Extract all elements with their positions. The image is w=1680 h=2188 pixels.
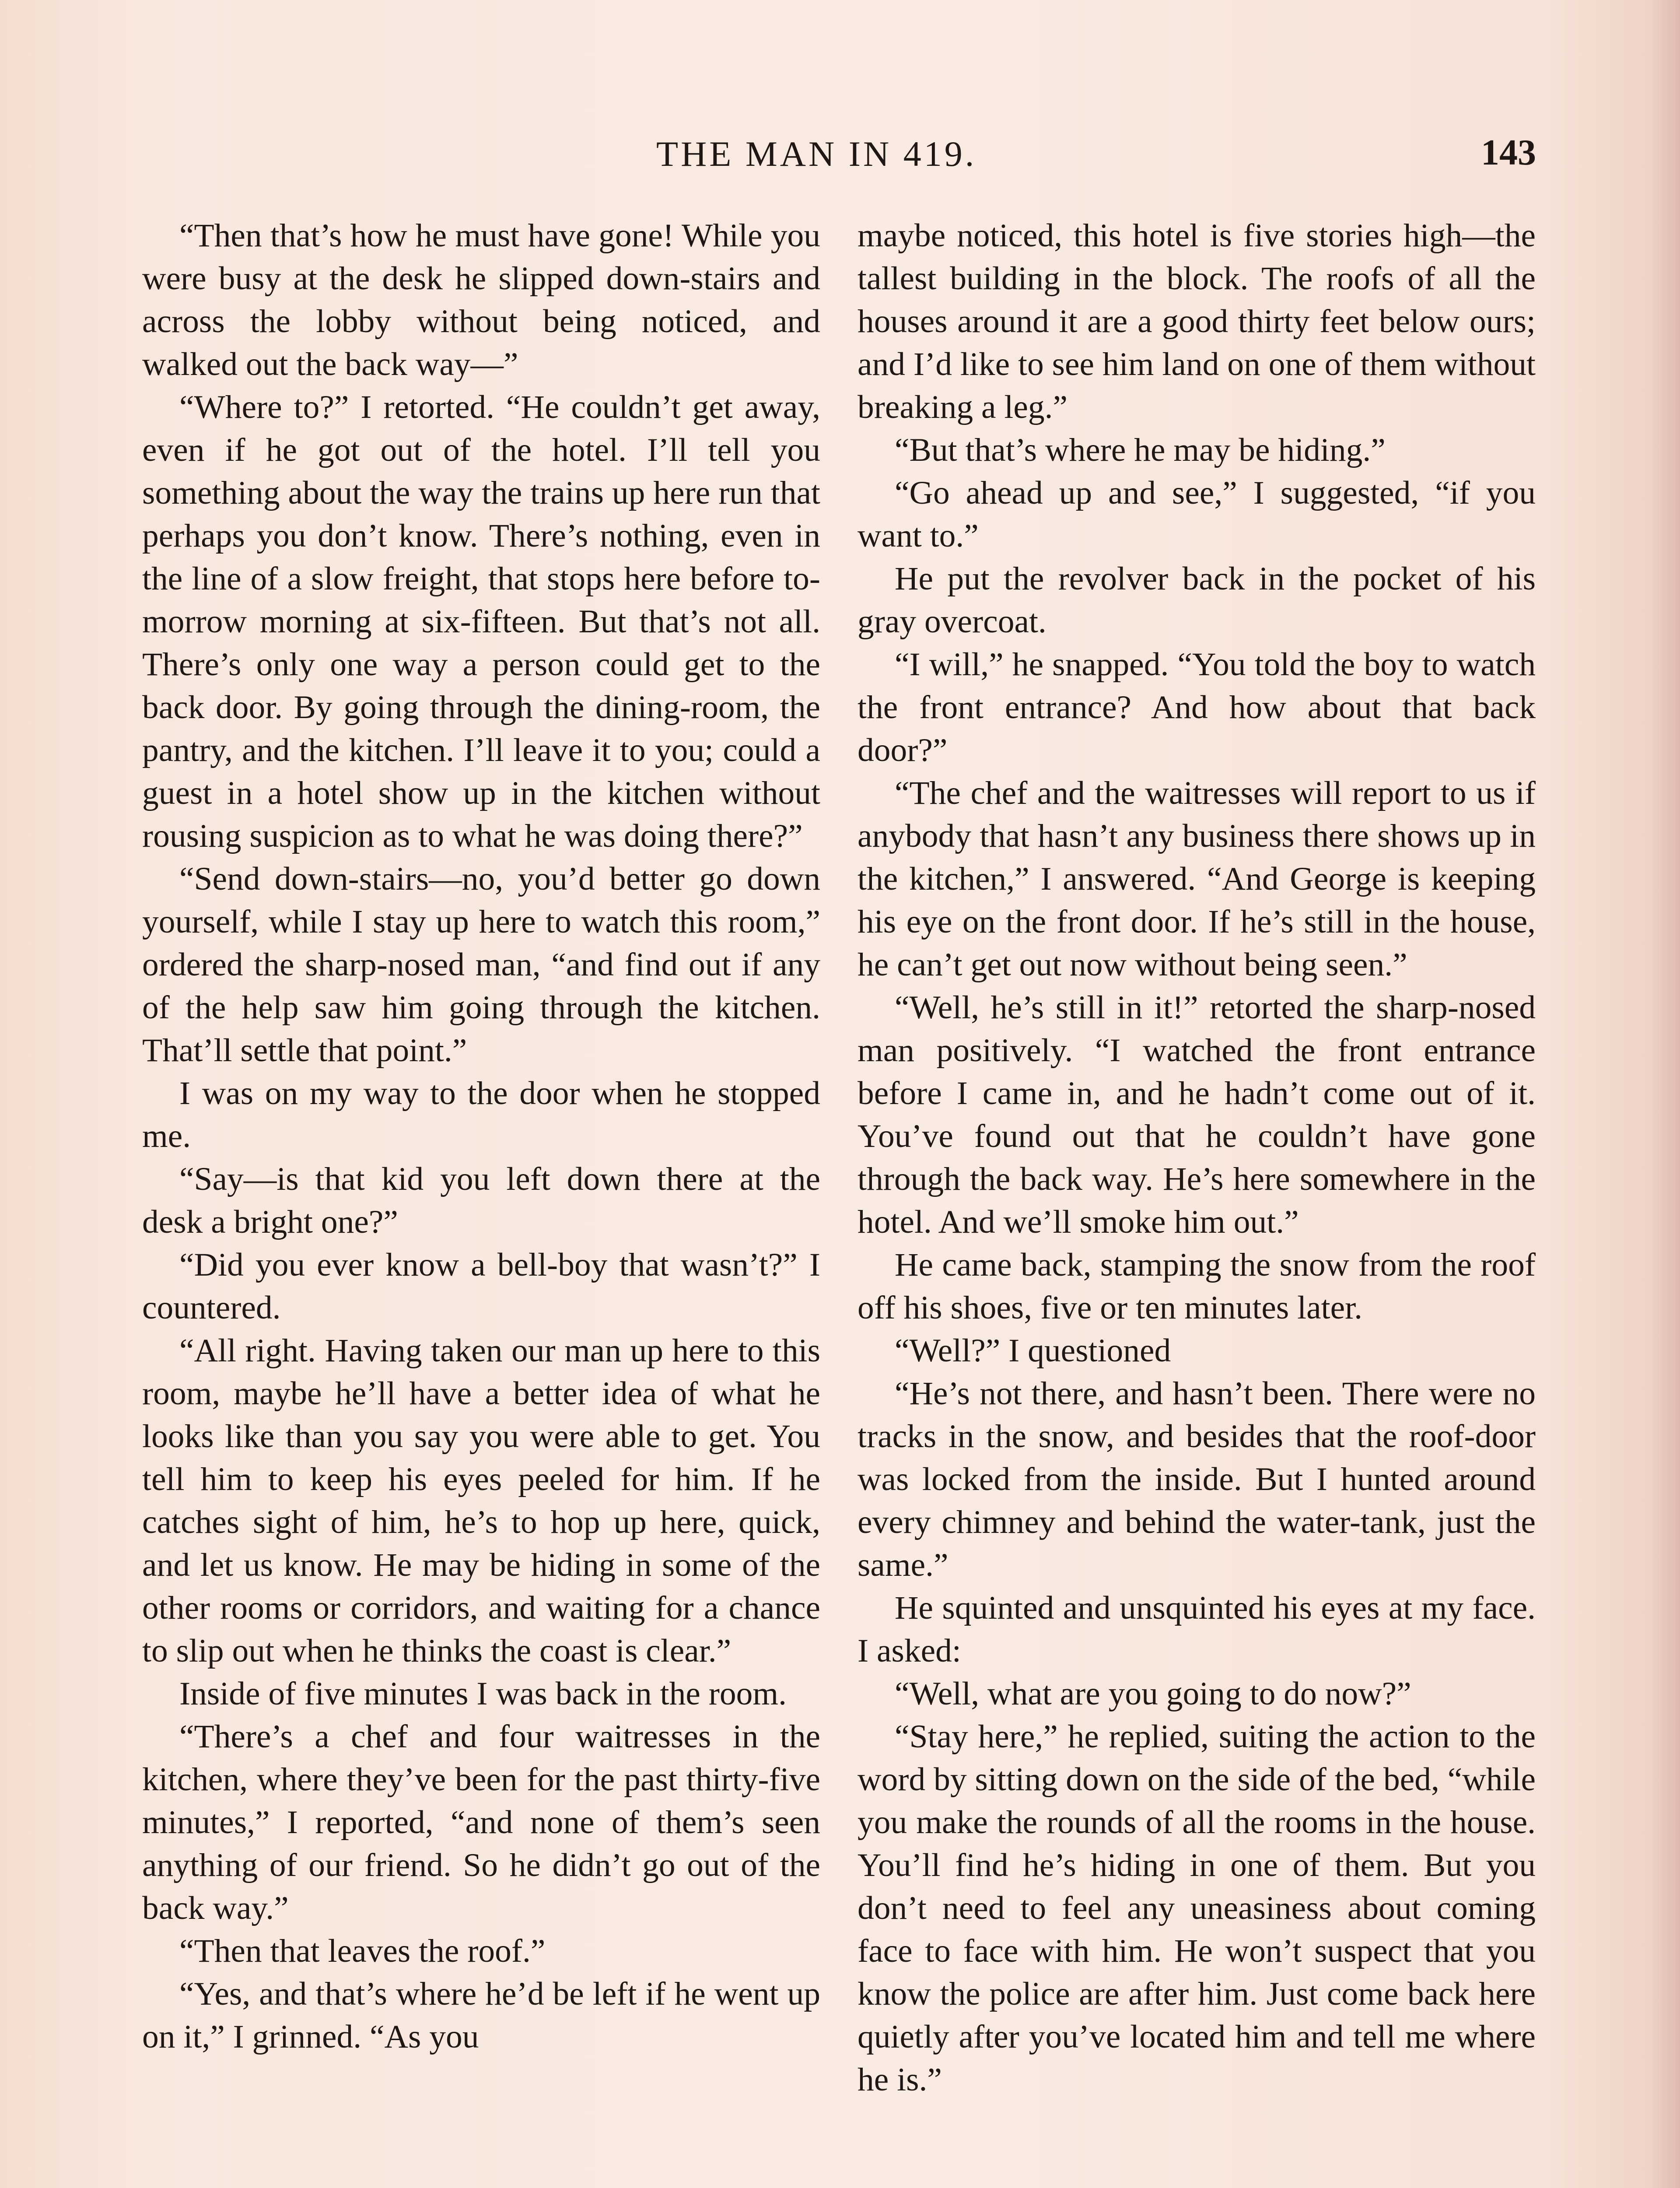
paragraph: “Say—is that kid you left down there at the desk a bright one?” bbox=[142, 1161, 820, 1240]
paragraph: “Send down-stairs—no, you’d better go down yourself, while I stay up here to watch this room,” ordered the sharp-nosed man, “and find out if any of the help saw him going through the kitchen. That’ll settle that point.” bbox=[142, 861, 820, 1069]
page-number: 143 bbox=[1481, 132, 1536, 173]
paragraph: “Where to?” I retorted. “He couldn’t get away, even if he got out of the hotel. I’ll tell you something about the way the trains up here run that perhaps you don’t know. There’s nothing, even in the line of a slow freight, that stops here before tomorrow morning at six-fifteen. But that’s not all. There’s only one way a person could get to the back door. By going through the dining-room, the pantry, and the kitchen. I’ll leave it to you; could a guest in a hotel show up in the kitchen without rousing suspicion as to what he was doing there?” bbox=[142, 389, 820, 854]
paragraph: He came back, stamping the snow from the roof off his shoes, five or ten minutes later. bbox=[858, 1247, 1536, 1326]
paragraph: He put the revolver back in the pocket of his gray overcoat. bbox=[858, 561, 1536, 640]
paragraph: “There’s a chef and four waitresses in the kitchen, where they’ve been for the past thirty-five minutes,” I reported, “and none of them’s seen anything of our friend. So he didn’t go out of the back way.” bbox=[142, 1718, 820, 1926]
paragraph: “Go ahead up and see,” I suggested, “if you want to.” bbox=[858, 475, 1536, 554]
paragraph: “Well, what are you going to do now?” bbox=[895, 1676, 1411, 1712]
paragraph: “All right. Having taken our man up here to this room, maybe he’ll have a better idea of what he looks like than you say you were able to get. You tell him to keep his eyes peeled for him. If he catches sight of him, he’s to hop up here, quick, and let us know. He may be hiding in some of the other rooms or corridors, and waiting for a chance to slip out when he thinks the coast is clear.” bbox=[142, 1332, 820, 1669]
paragraph: Inside of five minutes I was back in the room. bbox=[179, 1676, 787, 1712]
paragraph: I was on my way to the door when he stopped me. bbox=[142, 1075, 820, 1154]
paragraph: “Well?” I questioned bbox=[895, 1332, 1171, 1369]
paragraph-continued: maybe noticed, this hotel is five stories high—the tallest building in the block. The roofs of all the houses around it are a good thirty feet below ours; and I’d like to see him land on one of them without breaking a leg.” bbox=[858, 217, 1536, 425]
paragraph: “Well, he’s still in it!” retorted the sharp-nosed man positively. “I watched the front entrance before I came in, and he hadn’t come out of it. You’ve found out that he couldn’t have gone through the back way. He’s here somewhere in the hotel. And we’ll smoke him out.” bbox=[858, 989, 1536, 1240]
text-column-right bbox=[858, 214, 1536, 2101]
page-edge-shadow bbox=[1649, 0, 1680, 2188]
paragraph: “Yes, and that’s where he’d be left if he went up on it,” I grinned. “As you bbox=[142, 1976, 820, 2055]
paragraph: “The chef and the waitresses will report to us if anybody that hasn’t any business there shows up in the kitchen,” I answered. “And George is keeping his eye on the front door. If he’s still in the house, he can’t get out now without being seen.” bbox=[858, 775, 1536, 983]
text-column-left bbox=[142, 214, 820, 2058]
paragraph: “Then that’s how he must have gone! While you were busy at the desk he slipped down-stairs and across the lobby without being noticed, and walked out the back way—” bbox=[142, 217, 820, 382]
paragraph: “He’s not there, and hasn’t been. There were no tracks in the snow, and besides that the roof-door was locked from the inside. But I hunted around every chimney and behind the water-tank, just the same.” bbox=[858, 1375, 1536, 1583]
running-title: THE MAN IN 419. bbox=[656, 134, 977, 174]
paragraph: He squinted and unsquinted his eyes at my face. I asked: bbox=[858, 1590, 1536, 1669]
paragraph: “Did you ever know a bell-boy that wasn’t?” I countered. bbox=[142, 1247, 820, 1326]
paragraph: “Stay here,” he replied, suiting the action to the word by sitting down on the side of the bed, “while you make the rounds of all the rooms in the house. You’ll find he’s hiding in one of them. But you don’t need to feel any uneasiness about coming face to face with him. He won’t suspect that you know the police are after him. Just come back here quietly after you’ve located him and tell me where he is.” bbox=[858, 1718, 1536, 2098]
paragraph: “Then that leaves the roof.” bbox=[179, 1933, 546, 1969]
paragraph: “I will,” he snapped. “You told the boy to watch the front entrance? And how about that back door?” bbox=[858, 646, 1536, 768]
paragraph: “But that’s where he may be hiding.” bbox=[895, 432, 1386, 468]
